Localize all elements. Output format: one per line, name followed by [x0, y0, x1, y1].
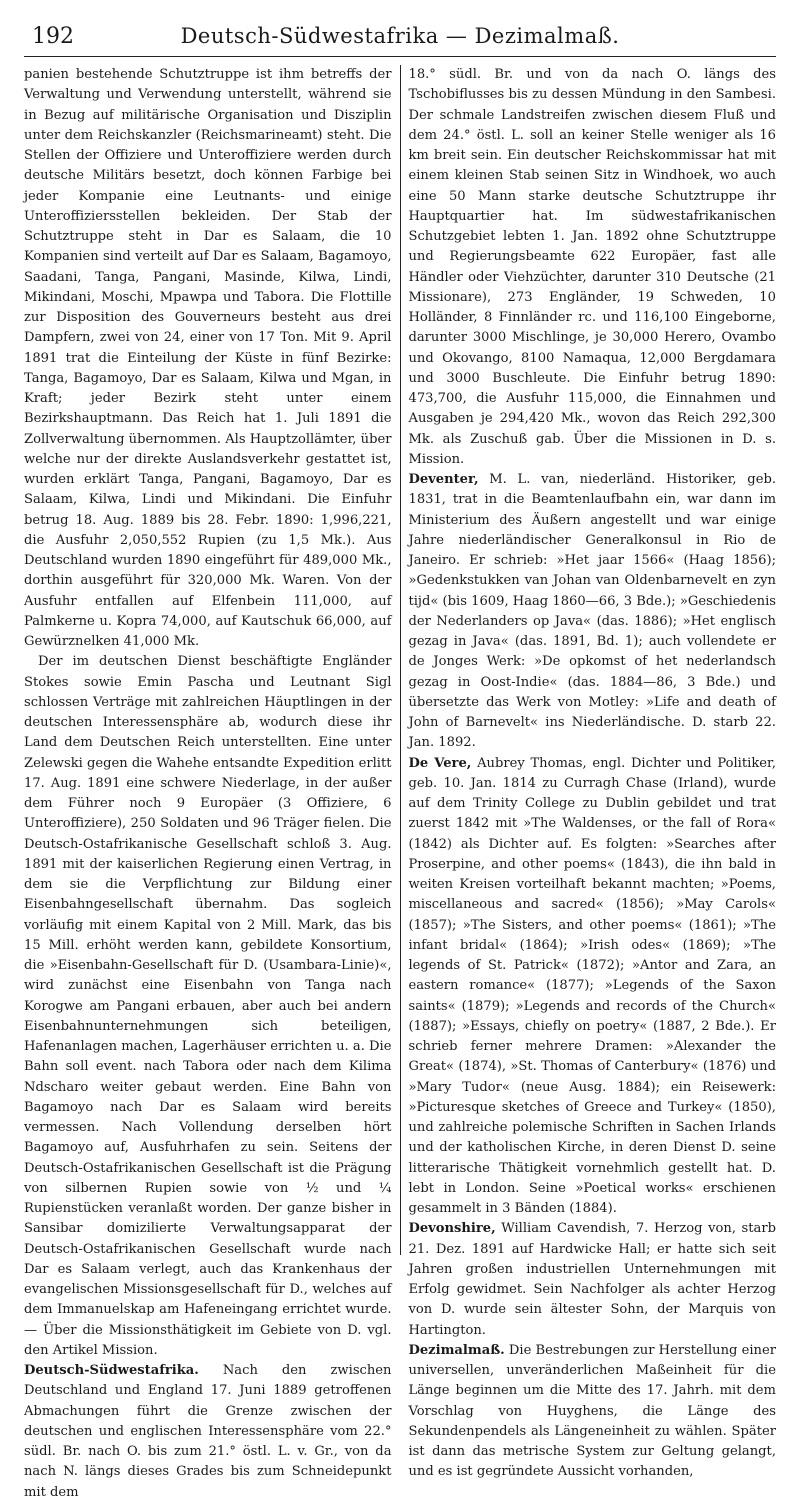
entry-dezimalmass: [408, 1341, 776, 1483]
entry-text: Nach den zwischen Deutschland und England 17. Juni 1889 getroffenen Abmachungen führt die Grenze zwischen der deutschen und englischen Interessensphäre vom 22.° südl. Br. nach O. bis zum 21.° östl. L. v. Gr., von da nach N. längs dieses Grades bis zum Schneidepunkt mit dem: [24, 1363, 392, 1500]
page-header: [24, 20, 776, 57]
entry-deutsch-suedwestafrika: [24, 1361, 392, 1503]
paragraph: Der im deutschen Dienst beschäftigte Engländer Stokes sowie Emin Pascha und Leutnant Sigl schlossen Verträge mit zahlreichen Häuptlingen in der deutschen Interessensphäre ab, wodurch diese ihr Land dem Deutschen Reich unterstellten. Eine unter Zelewski gegen die Wahehe entsandte Expedition erlitt 17. Aug. 1891 eine schwere Niederlage, in der außer dem Führer noch 9 Europäer (3 Offiziere, 6 Unteroffiziere), 250 Soldaten und 96 Träger fielen. Die Deutsch-Ostafrikanische Gesellschaft schloß 3. Aug. 1891 mit der kaiserlichen Regierung einen Vertrag, in dem sie die Verpflichtung zur Bildung einer Eisenbahngesellschaft übernahm. Das sogleich vorläufig mit einem Kapital von 2 Mill. Mark, das bis 15 Mill. erhöht werden kann, gebildete Konsortium, die »Eisenbahn-Gesellschaft für D. (Usambara-Linie)«, wird zunächst eine Eisenbahn von Tanga nach Korogwe am Pangani erbauen, aber auch bei andern Eisenbahnunternehmungen sich beteiligen, Hafenanlagen machen, Lagerhäuser errichten u. a. Die Bahn soll event. nach Tabora oder nach dem Kilima Ndscharo weiter gebaut werden. Eine Bahn von Bagamoyo nach Dar es Salaam wird bereits vermessen. Nach Vollendung derselben hört Bagamoyo auf, Ausfuhrhafen zu sein. Seitens der Deutsch-Ostafrikanischen Gesellschaft ist die Prägung von silbernen Rupien sowie von ½ und ¼ Rupienstücken veranlaßt worden. Der ganze bisher in Sansibar domizilierte Verwaltungsapparat der Deutsch-Ostafrikanischen Gesellschaft wurde nach Dar es Salaam verlegt, auch das Krankenhaus der evangelischen Missionsgesellschaft für D., welches auf dem Immanuelskap am Hafeneingang errichtet wurde. — Über die Missionsthätigkeit im Gebiete von D. vgl. den Artikel Mission.: [24, 654, 392, 1358]
left-column: [24, 65, 392, 1500]
entry-de-vere: [408, 754, 776, 1220]
entry-headword: Devonshire,: [408, 1221, 496, 1237]
entry-text: Die Bestrebungen zur Herstellung einer universellen, unveränderlichen Maßeinheit für die Länge beginnen um die Mitte des 17. Jahrh. mit dem Vorschlag von Huyghens, die Länge des Sekundenpendels als Längeneinheit zu wählen. Später ist dann das metrische System zur Geltung gelangt, und es ist gegründete Aussicht vorhanden,: [408, 1342, 776, 1480]
entry-headword: Dezimalmaß.: [408, 1342, 505, 1358]
running-title: Deutsch-Südwestafrika — Dezimalmaß.: [180, 24, 620, 48]
text-columns: [24, 65, 776, 1500]
entry-headword: Deutsch-Südwestafrika.: [24, 1363, 199, 1378]
entry-text: Aubrey Thomas, engl. Dichter und Politiker, geb. 10. Jan. 1814 zu Curragh Chase (Irland), wurde auf dem Trinity College zu Dublin gebildet und trat zuerst 1842 mit »The Waldenses, or the fall of Rora« (1842) als Dichter auf. Es folgten: »Searches after Proserpine, and other poems« (1843), die ihn bald in weiten Kreisen vorteilhaft bekannt machten; »Poems, miscellaneous and sacred« (1856); »May Carols« (1857); »The Sisters, and other poems« (1861); »The infant bridal« (1864); »Irish odes« (1869); »The legends of St. Patrick« (1872); »Antor and Zara, an eastern romance« (1877); »Legends of the Saxon saints« (1879); »Legends and records of the Church« (1887); »Essays, chiefly on poetry« (1887, 2 Bde.). Er schrieb ferner mehrere Dramen: »Alexander the Great« (1874), »St. Thomas of Canterbury« (1876) und »Mary Tudor« (neue Ausg. 1884); ein Reisewerk: »Picturesque sketches of Greece and Turkey« (1850), und zahlreiche polemische Schriften in Sachen Irlands und der katholischen Kirche, in deren Dienst D. seine litterarische Thätigkeit vornehmlich gestellt hat. D. lebt in London. Seine »Poetical works« erschienen gesammelt in 3 Bänden (1884).: [408, 755, 776, 1216]
entry-text: M. L. van, niederländ. Historiker, geb. 1831, trat in die Beamtenlaufbahn ein, war dann im Ministerium des Äußern angestellt und war einige Jahre niederländischer Generalkonsul in Rio de Janeiro. Er schrieb: »Het jaar 1566« (Haag 1856); »Gedenkstukken van Johan van Oldenbarnevelt en zyn tijd« (bis 1609, Haag 1860—66, 3 Bde.); »Geschiedenis der Nederlanders op Java« (das. 1886); »Het englisch gezag in Java« (das. 1891, Bd. 1); auch vollendete er de Jonges Werk: »De opkomst of het nederlandsch gezag in Oost-Indie« (das. 1884—86, 3 Bde.) und übersetzte das Werk von Motley: »Life and death of John of Barnevelt« ins Niederländische. D. starb 22. Jan. 1892.: [408, 472, 776, 751]
right-column: [408, 65, 776, 1480]
column-divider: [400, 65, 401, 1255]
entry-text: William Cavendish, 7. Herzog von, starb 21. Dez. 1891 auf Hardwicke Hall; er hatte sich seit Jahren großen industriellen Unternehmungen mit Erfolg gewidmet. Sein Nachfolger als achter Herzog von D. wurde sein ältester Sohn, der Marquis von Hartington.: [408, 1221, 776, 1338]
paragraph: panien bestehende Schutztruppe ist ihm betreffs der Verwaltung und Verwendung unterstellt, während sie in Bezug auf militärische Organisation und Disziplin unter dem Reichskanzler (Reichsmarineamt) steht. Die Stellen der Offiziere und Unteroffiziere werden durch deutsche Militärs besetzt, doch können Farbige bei jeder Kompanie eine Leutnants- und einige Unteroffiziersstellen bekleiden. Der Stab der Schutztruppe steht in Dar es Salaam, die 10 Kompanien sind verteilt auf Dar es Salaam, Bagamoyo, Saadani, Tanga, Pangani, Masinde, Kilwa, Lindi, Mikindani, Moschi, Mpawpa und Tabora. Die Flottille zur Disposition des Gouverneurs besteht aus drei Dampfern, zwei von 24, einer von 17 Ton. Mit 9. April 1891 trat die Einteilung der Küste in fünf Bezirke: Tanga, Bagamoyo, Dar es Salaam, Kilwa und Mgan, in Kraft; jeder Bezirk steht unter einem Bezirkshauptmann. Das Reich hat 1. Juli 1891 die Zollverwaltung übernommen. Als Hauptzollämter, über welche nur der direkte Auslandsverkehr gestattet ist, wurden erklärt Tanga, Pangani, Bagamoyo, Dar es Salaam, Kilwa, Lindi und Mikindani. Die Einfuhr betrug 18. Aug. 1889 bis 28. Febr. 1890: 1,996,221, die Ausfuhr 2,050,552 Rupien (zu 1,5 Mk.). Aus Deutschland wurden 1890 eingeführt für 489,000 Mk., dorthin ausgeführt für 320,000 Mk. Waren. Von der Ausfuhr entfallen auf Elfenbein 111,000, auf Palmkerne u. Kopra 74,000, auf Kautschuk 66,000, auf Gewürznelken 41,000 Mk.: [24, 67, 392, 649]
page-number: 192: [32, 24, 74, 49]
paragraph: 18.° südl. Br. und von da nach O. längs des Tschobiflusses bis zu dessen Mündung in den Sambesi. Der schmale Landstreifen zwischen diesem Fluß und dem 24.° östl. L. soll an keiner Stelle weniger als 16 km breit sein. Ein deutscher Reichskommissar hat mit einem kleinen Stab seinen Sitz in Windhoek, wo auch eine 50 Mann starke deutsche Schutztruppe ihr Hauptquartier hat. Im südwestafrikanischen Schutzgebiet lebten 1. Jan. 1892 ohne Schutztruppe und Regierungsbeamte 622 Europäer, fast alle Händler oder Viehzüchter, darunter 310 Deutsche (21 Missionare), 273 Engländer, 19 Schweden, 10 Holländer, 8 Finnländer rc. und 116,100 Eingeborne, darunter 3000 Mischlinge, je 30,000 Herero, Ovambo und Okovango, 8100 Namaqua, 12,000 Bergdamara und 3000 Buschleute. Die Einfuhr betrug 1890: 473,700, die Ausfuhr 115,000, die Einnahmen und Ausgaben je 294,420 Mk., wovon das Reich 292,300 Mk. als Zuschuß gab. Über die Missionen in D. s. Mission.: [408, 67, 776, 467]
entry-headword: De Vere,: [408, 755, 472, 771]
entry-headword: Deventer,: [408, 472, 479, 487]
entry-deventer: [408, 470, 776, 754]
entry-devonshire: [408, 1219, 776, 1341]
